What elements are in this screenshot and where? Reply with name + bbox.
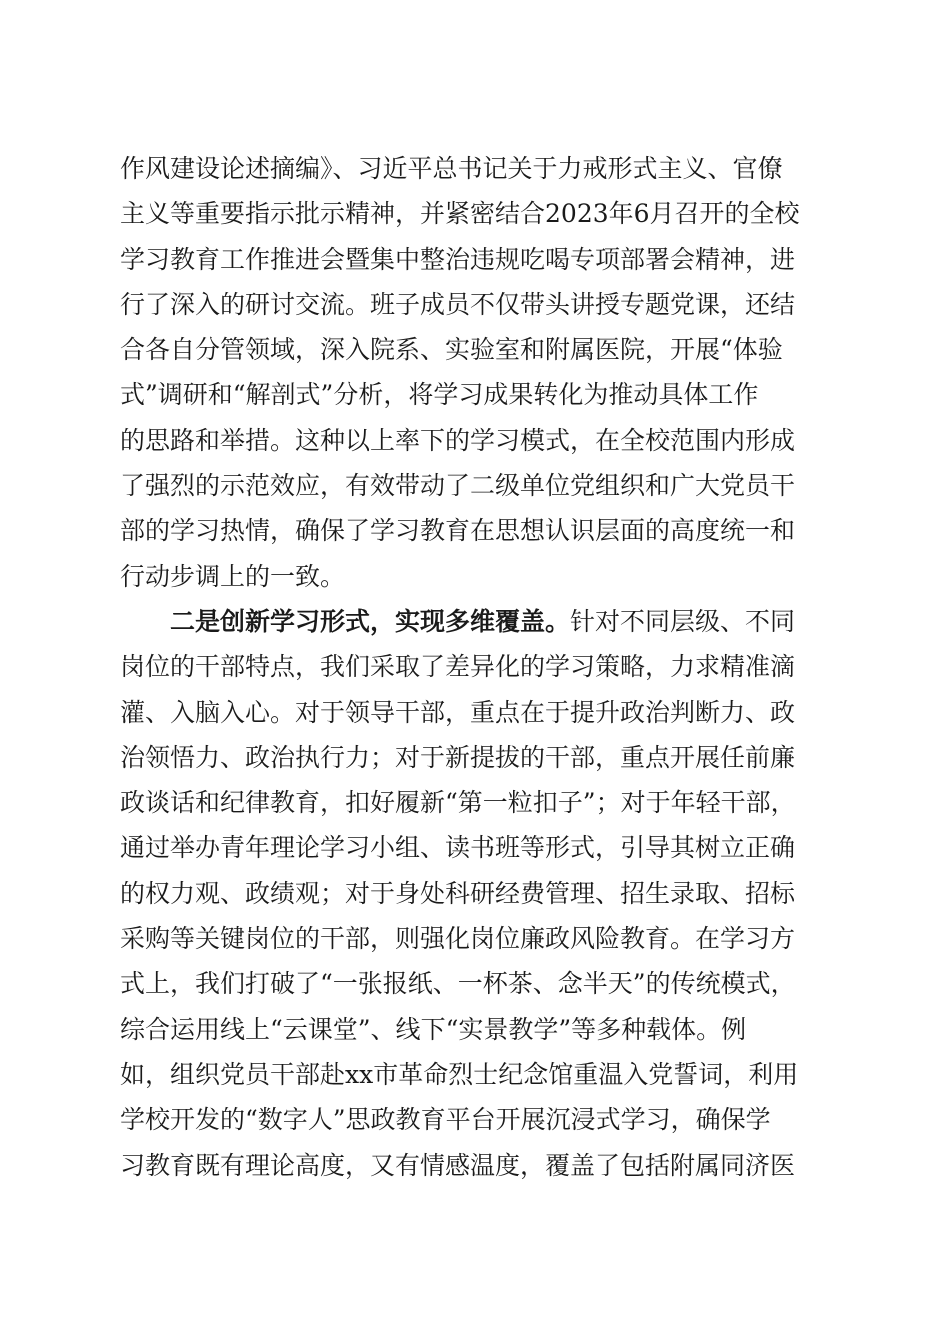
paragraph-line: 部的学习热情，确保了学习教育在思想认识层面的高度统一和 [120, 516, 796, 546]
paragraph-line: 合各自分管领域，深入院系、实验室和附属医院，开展“体验 [120, 335, 783, 365]
paragraph-line: 主义等重要指示批示精神，并紧密结合2023年6月召开的全校 [120, 199, 800, 229]
paragraph-line: 的权力观、政绩观；对于身处科研经费管理、招生录取、招标 [120, 878, 796, 908]
paragraph-line: 岗位的干部特点，我们采取了差异化的学习策略，力求精准滴 [120, 652, 796, 682]
paragraph-heading: 二是创新学习形式，实现多维覆盖。 [170, 606, 571, 636]
paragraph-1 [120, 146, 840, 599]
paragraph-line: 采购等关键岗位的干部，则强化岗位廉政风险教育。在学习方 [120, 924, 796, 954]
paragraph-first-line [120, 599, 840, 644]
paragraph-line: 式”调研和“解剖式”分析，将学习成果转化为推动具体工作 [120, 380, 759, 410]
paragraph-line: 行动步调上的一致。 [120, 561, 346, 591]
paragraph-line: 学习教育工作推进会暨集中整治违规吃喝专项部署会精神，进 [120, 244, 796, 274]
paragraph-2 [120, 599, 840, 1188]
paragraph-line: 的思路和举措。这种以上率下的学习模式，在全校范围内形成 [120, 425, 796, 455]
paragraph-line: 习教育既有理论高度，又有情感温度，覆盖了包括附属同济医 [120, 1150, 796, 1180]
paragraph-line: 通过举办青年理论学习小组、读书班等形式，引导其树立正确 [120, 833, 796, 863]
paragraph-line: 政谈话和纪律教育，扣好履新“第一粒扣子”；对于年轻干部， [120, 788, 796, 818]
paragraph-line-rest: 针对不同层级、不同 [570, 606, 796, 636]
paragraph-line: 行了深入的研讨交流。班子成员不仅带头讲授专题党课，还结 [120, 289, 796, 319]
paragraph-line: 作风建设论述摘编》、习近平总书记关于力戒形式主义、官僚 [120, 154, 783, 183]
paragraph-line: 灌、入脑入心。对于领导干部，重点在于提升政治判断力、政 [120, 697, 796, 727]
document-body [120, 146, 840, 1188]
paragraph-line: 学校开发的“数字人”思政教育平台开展沉浸式学习，确保学 [120, 1105, 771, 1135]
paragraph-line: 如，组织党员干部赴xx市革命烈士纪念馆重温入党誓词，利用 [120, 1059, 799, 1089]
paragraph-line: 式上，我们打破了“一张报纸、一杯茶、念半天”的传统模式， [120, 969, 796, 999]
paragraph-line: 综合运用线上“云课堂”、线下“实景教学”等多种载体。例 [120, 1014, 747, 1044]
paragraph-line: 治领悟力、政治执行力；对于新提拔的干部，重点开展任前廉 [120, 742, 796, 772]
paragraph-line: 了强烈的示范效应，有效带动了二级单位党组织和广大党员干 [120, 471, 796, 501]
